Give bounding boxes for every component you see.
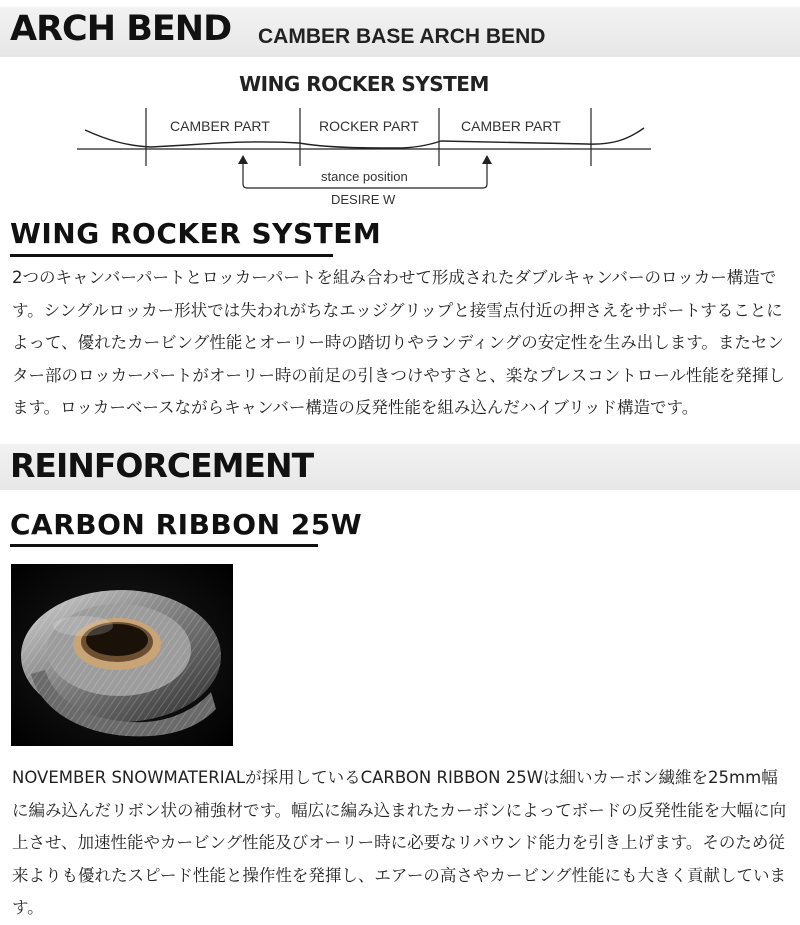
model-label: DESIRE W	[331, 192, 396, 207]
carbon-ribbon-heading: CARBON RIBBON 25W	[10, 508, 363, 541]
wing-rocker-diagram	[67, 68, 661, 210]
carbon-ribbon-photo	[11, 564, 233, 746]
arch-bend-subtitle: CAMBER BASE ARCH BEND	[258, 25, 546, 48]
wing-rocker-description: 2つのキャンバーパートとロッカーパートを組み合わせて形成されたダブルキャンバーのロッカー構造です。シングルロッカー形状では失われがちなエッジグリップと接雪点付近の押さえをサポートすることによって、優れたカービング性能とオーリー時の踏切りやランディングの安定性を生み出します。またセンター部のロッカーパートがオーリー時の前足の引きつけやすさと、楽なプレスコントロール性能を発揮します。ロッカーベースながらキャンバー構造の反発性能を組み込んだハイブリッド構造です。	[12, 268, 785, 417]
stance-arrow-left	[238, 155, 248, 164]
reinforcement-title: REINFORCEMENT	[10, 446, 314, 485]
carbon-ribbon-heading-underline	[10, 544, 318, 547]
carbon-ribbon-description: NOVEMBER SNOWMATERIALが採用しているCARBON RIBBON 25Wは細いカーボン繊維を25mm幅に編み込んだリボン状の補強材です。幅広に編み込まれたカーボンによってボードの反発性能を大幅に向上させ、加速性能やカービング性能及びオーリー時に必要なリバウンド能力を引き上げます。そのため従来よりも優れたスピード性能と操作性を発揮し、エアーの高さやカービング性能にも大きく貢献しています。	[12, 768, 787, 917]
diagram-title: WING ROCKER SYSTEM	[239, 72, 489, 96]
carbon-ribbon-roll-graphic	[11, 564, 233, 746]
wing-rocker-heading: WING ROCKER SYSTEM	[10, 217, 382, 250]
camber-part-label-left: CAMBER PART	[170, 118, 270, 134]
wing-rocker-heading-underline	[10, 254, 333, 257]
board-profile-svg	[67, 68, 661, 210]
arch-bend-title: ARCH BEND	[10, 9, 232, 49]
stance-position-label: stance position	[321, 169, 408, 184]
stance-arrow-right	[482, 155, 492, 164]
camber-part-label-right: CAMBER PART	[461, 118, 561, 134]
rocker-part-label: ROCKER PART	[319, 118, 419, 134]
